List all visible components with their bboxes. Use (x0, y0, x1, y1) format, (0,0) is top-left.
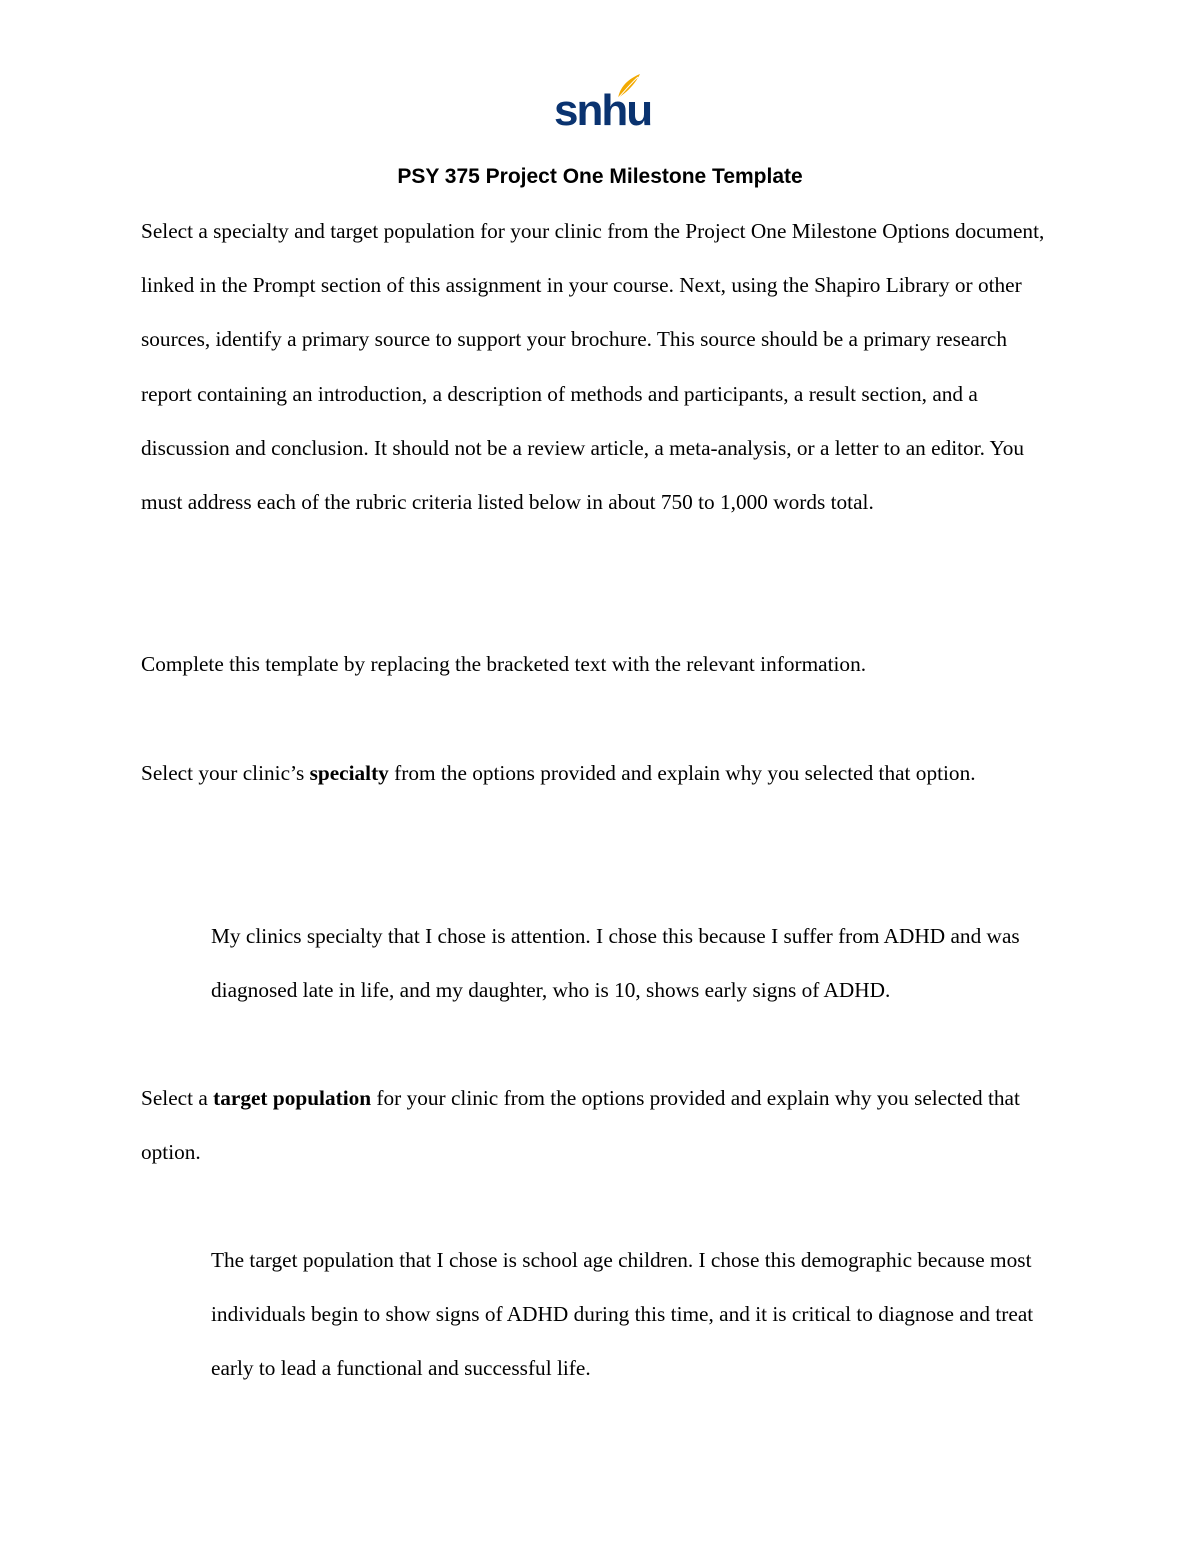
instruction-paragraph: Complete this template by replacing the bracketed text with the relevant information. (141, 652, 867, 676)
logo-wordmark: snhu (554, 86, 652, 135)
population-prompt-before: Select a (141, 1086, 214, 1110)
population-prompt (141, 1071, 1061, 1179)
population-prompt-after: for your clinic from the options provided and explain why you selected that option. (141, 1086, 1020, 1165)
snhu-logo (548, 72, 652, 138)
document-title: PSY 375 Project One Milestone Template (397, 165, 803, 188)
intro-paragraph: Select a specialty and target population for your clinic from the Project One Milestone Options document, linked in the Prompt section of this assignment in your course. Next, using the Shapiro Library or other sources, identify a primary source to support your brochure. This source should be a primary research report containing an introduction, a description of methods and participants, a result section, and a discussion and conclusion. It should not be a review article, a meta-analysis, or a letter to an editor. You must address each of the rubric criteria listed below in about 750 to 1,000 words total. (141, 219, 1045, 515)
specialty-prompt-after: from the options provided and explain why you selected that option. (388, 761, 976, 785)
population-answer: The target population that I chose is school age children. I chose this demographic because most individuals begin to show signs of ADHD during this time, and it is critical to diagnose and treat early to lead a functional and successful life. (211, 1248, 1034, 1381)
specialty-keyword: specialty (309, 761, 389, 785)
population-keyword: target population (213, 1086, 372, 1110)
specialty-prompt (141, 746, 1061, 800)
specialty-answer: My clinics specialty that I chose is attention. I chose this because I suffer from ADHD and was diagnosed late in life, and my daughter, who is 10, shows early signs of ADHD. (211, 924, 1020, 1003)
specialty-prompt-before: Select your clinic’s (141, 761, 310, 785)
